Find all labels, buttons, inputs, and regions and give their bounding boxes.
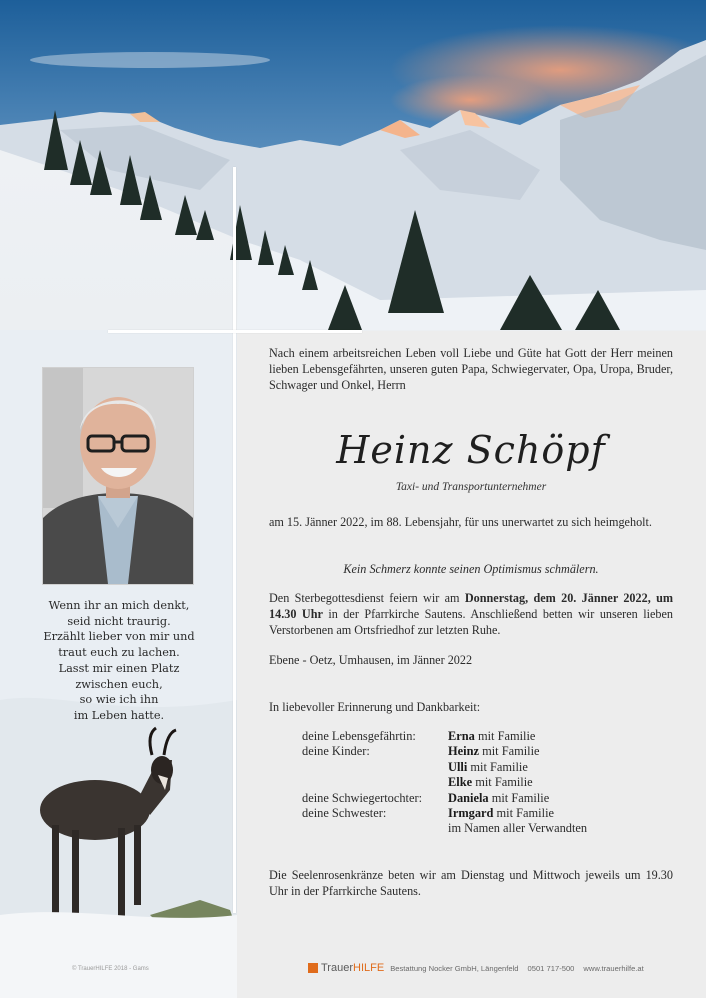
family-member: Irmgard [448, 806, 494, 821]
family-member: Elke [448, 775, 473, 790]
family-row [302, 806, 587, 821]
brand-part2: HILFE [353, 962, 385, 974]
family-suffix: mit Familie [472, 775, 533, 790]
family-suffix: mit Familie [488, 790, 550, 805]
family-row [302, 821, 587, 836]
copyright: © TrauerHILFE 2018 - Gams [72, 966, 149, 972]
service-text [269, 590, 673, 638]
family-relation: deine Schwiegertochter: [302, 790, 423, 805]
poem-line: traut euch zu lachen. [58, 646, 180, 660]
family-row [302, 729, 587, 744]
intro-text: Nach einem arbeitsreichen Leben voll Liebe und Güte hat Gott der Herr meinen lieben Lebensgefährten, unseren guten Papa, Schwiegervater, Opa, Uropa, Bruder, Schwager und Onkel, Herrn [269, 346, 673, 392]
footer-website[interactable]: www.trauerhilfe.at [583, 963, 644, 973]
poem [34, 598, 204, 724]
brand-part1: Trauer [321, 962, 353, 974]
service-date: Donnerstag, dem 20. Jänner 2022, um 14.30 Uhr [269, 591, 674, 621]
service-part1: Den Sterbegottesdienst feiern wir am [269, 591, 465, 605]
family-relation: deine Kinder: [302, 744, 370, 759]
poem-line: Lasst mir einen Platz [58, 661, 180, 675]
family-suffix: im Namen aller Verwandten [448, 821, 588, 836]
family-suffix: mit Familie [474, 729, 536, 743]
footer-phone: 0501 717-500 [527, 963, 575, 973]
family-relation [302, 775, 448, 790]
deceased-name: Heinz Schöpf [336, 428, 606, 472]
poem-line: zwischen euch, [75, 677, 163, 691]
family-member: Ulli [448, 759, 468, 774]
family-member: Daniela [448, 790, 489, 805]
portrait-photo [42, 367, 194, 585]
remembrance-heading: In liebevoller Erinnerung und Dankbarkeit: [269, 700, 481, 714]
poem-line: Erzählt lieber von mir und [43, 630, 195, 644]
poem-line: im Leben hatte. [73, 708, 165, 722]
occupation: Taxi- und Transportunternehmer [395, 481, 547, 493]
place-date: Ebene - Oetz, Umhausen, im Jänner 2022 [269, 653, 473, 667]
cross-arm [108, 330, 362, 333]
family-suffix: mit Familie [493, 806, 555, 821]
poem-line: Wenn ihr an mich denkt, [48, 599, 190, 612]
family-relation: deine Schwester: [302, 806, 387, 821]
family-relation: deine Lebensgefährtin: [302, 729, 416, 743]
footer-company: Bestattung Nocker GmbH, Längenfeld [390, 963, 519, 973]
family-list [302, 729, 587, 837]
cross-icon [233, 167, 236, 913]
family-suffix: mit Familie [467, 759, 528, 774]
family-member: Erna [448, 729, 475, 743]
rosary-text: Die Seelenrosenkränze beten wir am Dienstag und Mittwoch jeweils um 19.30 Uhr in der Pfarrkirche Sautens. [269, 868, 673, 898]
poem-line: so wie ich ihn [79, 693, 159, 707]
family-row [302, 791, 587, 806]
service-part2: in der Pfarrkirche Sautens. Anschließend betten wir unseren lieben Verstorbenen am Ortsfriedhof zur letzten Ruhe. [269, 607, 673, 637]
motto: Kein Schmerz konnte seinen Optimismus schmälern. [343, 562, 599, 576]
family-row [302, 760, 587, 775]
family-relation [302, 821, 448, 836]
family-row [302, 775, 587, 790]
poem-line: seid nicht traurig. [67, 614, 171, 628]
trauerhilfe-logo-icon [308, 963, 318, 973]
family-suffix: mit Familie [478, 744, 540, 759]
family-relation [302, 760, 448, 775]
family-row [302, 744, 587, 759]
death-notice: am 15. Jänner 2022, im 88. Lebensjahr, für uns unerwartet zu sich heimgeholt. [269, 515, 652, 529]
family-member: Heinz [448, 744, 479, 759]
footer [308, 962, 644, 974]
